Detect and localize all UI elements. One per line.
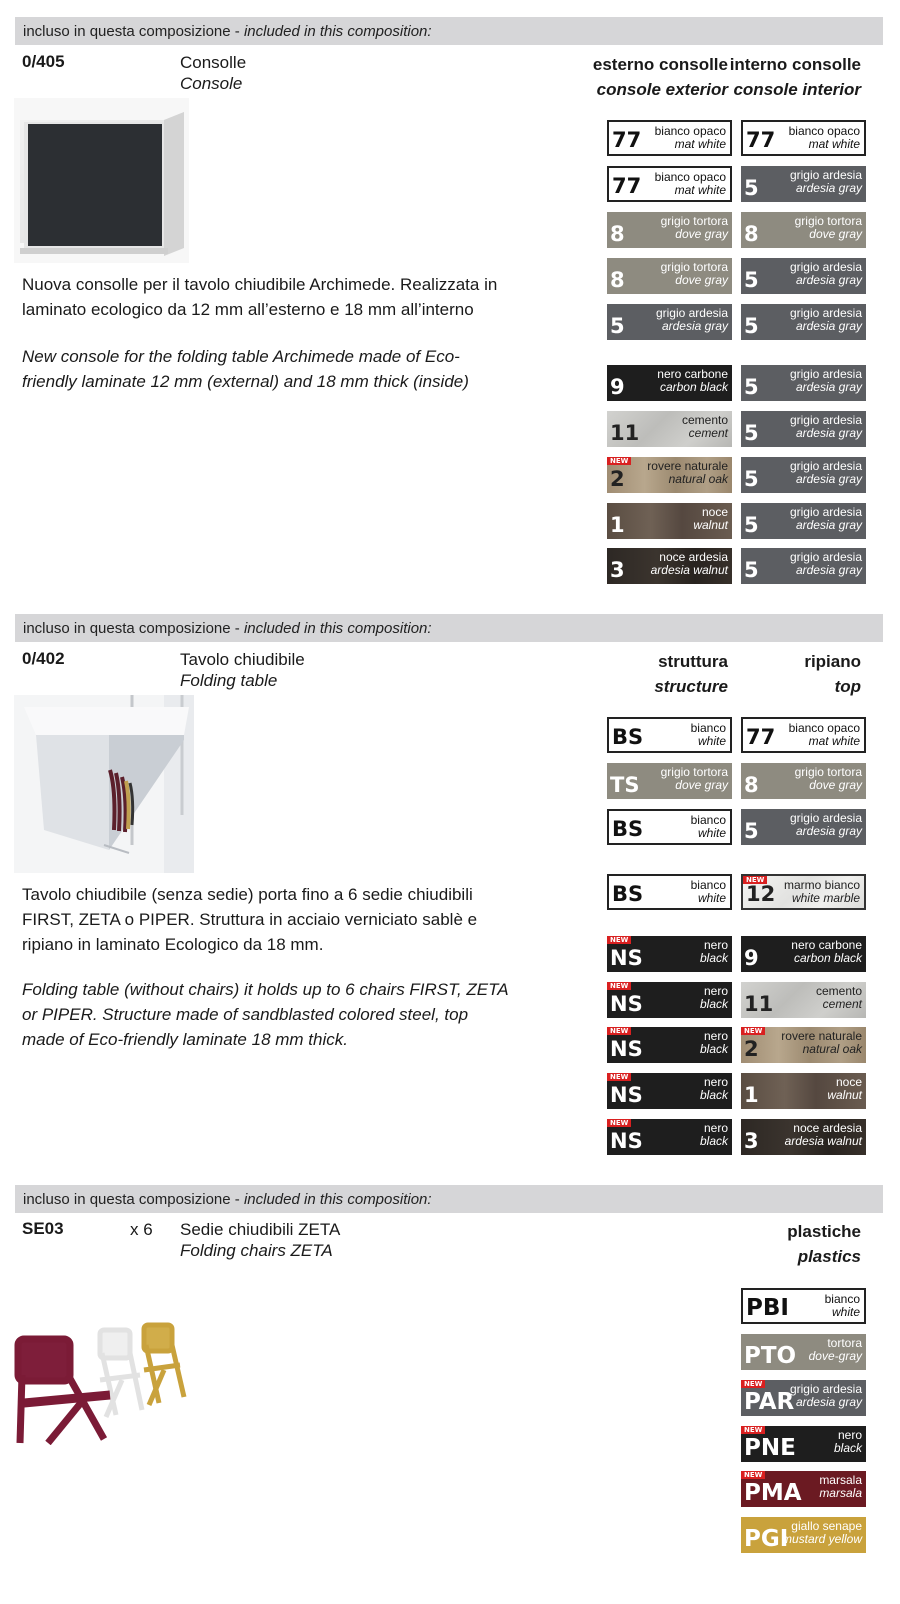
- finish-label: bianco white: [690, 813, 726, 840]
- finish-code: BS: [612, 882, 644, 906]
- finish-label: bianco white: [824, 1292, 860, 1319]
- finish-code: 5: [744, 314, 759, 338]
- finish-swatch[interactable]: [741, 809, 866, 845]
- finish-label: bianco opaco mat white: [654, 170, 726, 197]
- finish-code: NS: [610, 946, 643, 970]
- finish-swatch[interactable]: [741, 982, 866, 1018]
- band-label: incluso in questa composizione - included in this composition:: [23, 620, 432, 637]
- console-image: [14, 98, 189, 263]
- new-badge: NEW: [741, 1027, 765, 1035]
- finish-label: rovere naturale natural oak: [781, 1029, 862, 1056]
- finish-code: 1: [610, 513, 625, 537]
- finish-code: 1: [744, 1083, 759, 1107]
- finish-swatch[interactable]: [741, 936, 866, 972]
- finish-label: cemento cement: [681, 413, 728, 440]
- finish-swatch[interactable]: [741, 763, 866, 799]
- column-header-interior: interno consolle console interior: [729, 55, 861, 99]
- finish-swatch[interactable]: [607, 457, 732, 493]
- finish-swatch[interactable]: [741, 874, 866, 910]
- finish-swatch[interactable]: [607, 1027, 732, 1063]
- finish-code: PMA: [744, 1480, 802, 1506]
- finish-swatch[interactable]: [741, 457, 866, 493]
- finish-code: PAR: [744, 1389, 795, 1415]
- finish-swatch[interactable]: [607, 1073, 732, 1109]
- folding-chairs-image: [14, 1315, 194, 1445]
- finish-swatch[interactable]: [607, 212, 732, 248]
- finish-code: 5: [610, 314, 625, 338]
- finish-label: grigio tortora dove gray: [660, 214, 728, 241]
- new-badge: NEW: [741, 1380, 765, 1388]
- column-header-plastics: plastiche plastics: [787, 1222, 861, 1266]
- finish-code: PGI: [744, 1526, 789, 1552]
- finish-code: 5: [744, 819, 759, 843]
- finish-code: 5: [744, 513, 759, 537]
- column-header-exterior: esterno consolle console exterior: [592, 55, 728, 99]
- finish-label: marmo bianco white marble: [783, 878, 860, 905]
- finish-code: 5: [744, 467, 759, 491]
- new-badge: NEW: [607, 1027, 631, 1035]
- finish-label: rovere naturale natural oak: [647, 459, 728, 486]
- finish-swatch[interactable]: [607, 166, 732, 202]
- finish-label: grigio ardesia ardesia gray: [789, 168, 862, 195]
- new-badge: NEW: [607, 936, 631, 944]
- product-quantity: x 6: [130, 1220, 153, 1239]
- finish-swatch[interactable]: [741, 1073, 866, 1109]
- new-badge: NEW: [607, 982, 631, 990]
- finish-swatch[interactable]: [741, 166, 866, 202]
- new-badge: NEW: [607, 1073, 631, 1081]
- finish-swatch[interactable]: [607, 258, 732, 294]
- finish-swatch[interactable]: [741, 365, 866, 401]
- finish-label: noce ardesia ardesia walnut: [650, 550, 728, 577]
- finish-label: nero black: [699, 1121, 728, 1148]
- finish-swatch[interactable]: [741, 1426, 866, 1462]
- finish-label: grigio ardesia ardesia gray: [789, 1382, 862, 1409]
- finish-swatch[interactable]: [607, 763, 732, 799]
- finish-label: noce ardesia ardesia walnut: [784, 1121, 862, 1148]
- finish-label: nero carbone carbon black: [791, 938, 862, 965]
- finish-code: BS: [612, 817, 644, 841]
- finish-code: 5: [744, 558, 759, 582]
- finish-swatch[interactable]: [741, 1334, 866, 1370]
- finish-label: bianco opaco mat white: [654, 124, 726, 151]
- finish-swatch[interactable]: [741, 503, 866, 539]
- finish-label: grigio ardesia ardesia gray: [789, 306, 862, 333]
- finish-label: grigio ardesia ardesia gray: [789, 811, 862, 838]
- finish-code: NS: [610, 1129, 643, 1153]
- finish-label: noce walnut: [827, 1075, 862, 1102]
- finish-swatch[interactable]: [607, 874, 732, 910]
- finish-swatch[interactable]: [607, 304, 732, 340]
- product-code: SE03: [22, 1219, 64, 1238]
- finish-code: 9: [610, 375, 625, 399]
- finish-swatch[interactable]: [607, 411, 732, 447]
- finish-code: 12: [746, 882, 776, 906]
- finish-swatch[interactable]: [741, 1471, 866, 1507]
- finish-code: 77: [612, 174, 642, 198]
- description-it: Tavolo chiudibile (senza sedie) porta fino a 6 sedie chiudibili FIRST, ZETA o PIPER. Struttura in acciaio verniciato sablè e ripiano in laminato Ecologico da 18 mm.: [22, 885, 478, 954]
- folding-table-image: [14, 695, 194, 873]
- finish-label: grigio tortora dove gray: [794, 214, 862, 241]
- finish-label: bianco opaco mat white: [788, 721, 860, 748]
- included-band-2: [15, 614, 883, 642]
- finish-swatch[interactable]: [607, 365, 732, 401]
- product-code: 0/405: [22, 52, 65, 71]
- finish-code: TS: [610, 773, 640, 797]
- product-name: Consolle Console: [180, 53, 247, 93]
- finish-swatch[interactable]: [607, 717, 732, 753]
- finish-code: 5: [744, 268, 759, 292]
- finish-swatch[interactable]: [607, 548, 732, 584]
- finish-swatch[interactable]: [741, 304, 866, 340]
- description-it: Nuova consolle per il tavolo chiudibile Archimede. Realizzata in laminato ecologico da 12 mm all’esterno e 18 mm all’interno: [22, 275, 498, 319]
- product-name: Tavolo chiudibile Folding table: [180, 650, 305, 690]
- finish-code: 5: [744, 421, 759, 445]
- band-label: incluso in questa composizione - included in this composition:: [23, 23, 432, 40]
- finish-swatch[interactable]: [607, 809, 732, 845]
- finish-code: 5: [744, 375, 759, 399]
- finish-label: marsala marsala: [819, 1473, 862, 1500]
- finish-code: 11: [610, 421, 640, 445]
- finish-swatch[interactable]: [741, 1027, 866, 1063]
- finish-code: BS: [612, 725, 644, 749]
- finish-swatch[interactable]: [741, 411, 866, 447]
- finish-code: 77: [746, 725, 776, 749]
- finish-code: 8: [744, 773, 759, 797]
- band-label: incluso in questa composizione - included in this composition:: [23, 1191, 432, 1208]
- finish-code: PTO: [744, 1343, 797, 1369]
- finish-code: 8: [744, 222, 759, 246]
- finish-code: 77: [612, 128, 642, 152]
- finish-label: nero black: [833, 1428, 862, 1455]
- finish-swatch[interactable]: [741, 212, 866, 248]
- finish-code: 11: [744, 992, 774, 1016]
- finish-code: 9: [744, 946, 759, 970]
- finish-label: grigio tortora dove gray: [794, 765, 862, 792]
- finish-code: 2: [610, 467, 625, 491]
- finish-code: 2: [744, 1037, 759, 1061]
- finish-swatch[interactable]: [607, 503, 732, 539]
- finish-label: nero carbone carbon black: [657, 367, 728, 394]
- product-name: Sedie chiudibili ZETA Folding chairs ZETA: [180, 1220, 341, 1260]
- finish-label: grigio ardesia ardesia gray: [655, 306, 728, 333]
- finish-swatch[interactable]: [607, 982, 732, 1018]
- finish-label: bianco opaco mat white: [788, 124, 860, 151]
- finish-code: 8: [610, 222, 625, 246]
- finish-swatch[interactable]: [741, 258, 866, 294]
- finish-swatch[interactable]: [741, 717, 866, 753]
- new-badge: NEW: [741, 1426, 765, 1434]
- finish-code: PBI: [746, 1295, 789, 1321]
- new-badge: NEW: [741, 1471, 765, 1479]
- finish-code: NS: [610, 992, 643, 1016]
- finish-label: nero black: [699, 984, 728, 1011]
- finish-label: grigio ardesia ardesia gray: [789, 260, 862, 287]
- finish-label: nero black: [699, 938, 728, 965]
- finish-swatch[interactable]: [741, 120, 866, 156]
- finish-label: grigio ardesia ardesia gray: [789, 505, 862, 532]
- new-badge: NEW: [607, 1119, 631, 1127]
- finish-code: 8: [610, 268, 625, 292]
- finish-swatch[interactable]: [741, 1119, 866, 1155]
- finish-label: giallo senape mustard yellow: [781, 1519, 862, 1546]
- finish-swatch[interactable]: [741, 548, 866, 584]
- finish-code: NS: [610, 1037, 643, 1061]
- finish-label: noce walnut: [693, 505, 728, 532]
- finish-code: 3: [744, 1129, 759, 1153]
- new-badge: NEW: [607, 457, 631, 465]
- finish-label: bianco white: [690, 878, 726, 905]
- finish-label: bianco white: [690, 721, 726, 748]
- finish-label: cemento cement: [815, 984, 862, 1011]
- finish-swatch[interactable]: [607, 120, 732, 156]
- finish-swatch[interactable]: [607, 936, 732, 972]
- finish-label: grigio tortora dove gray: [660, 260, 728, 287]
- column-header-structure: struttura structure: [654, 652, 728, 696]
- finish-swatch[interactable]: [741, 1380, 866, 1416]
- finish-label: grigio ardesia ardesia gray: [789, 459, 862, 486]
- product-code: 0/402: [22, 649, 65, 668]
- description-en: Folding table (without chairs) it holds up to 6 chairs FIRST, ZETA or PIPER. Structure made of sandblasted colored steel, top made of Eco-friendly laminate 18 mm thick.: [22, 980, 508, 1049]
- finish-code: PNE: [744, 1435, 796, 1461]
- description-en: New console for the folding table Archimede made of Eco-friendly laminate 12 mm (external) and 18 mm thick (inside): [22, 347, 469, 391]
- finish-label: grigio ardesia ardesia gray: [789, 550, 862, 577]
- included-band-1: [15, 17, 883, 45]
- finish-code: 3: [610, 558, 625, 582]
- finish-label: nero black: [699, 1075, 728, 1102]
- included-band-3: [15, 1185, 883, 1213]
- finish-code: 5: [744, 176, 759, 200]
- finish-swatch[interactable]: [741, 1517, 866, 1553]
- finish-label: nero black: [699, 1029, 728, 1056]
- finish-swatch[interactable]: [607, 1119, 732, 1155]
- finish-label: grigio tortora dove gray: [660, 765, 728, 792]
- finish-code: 77: [746, 128, 776, 152]
- finish-code: NS: [610, 1083, 643, 1107]
- finish-label: grigio ardesia ardesia gray: [789, 413, 862, 440]
- new-badge: NEW: [743, 876, 767, 884]
- finish-label: tortora dove-gray: [808, 1336, 862, 1363]
- finish-swatch[interactable]: [741, 1288, 866, 1324]
- finish-label: grigio ardesia ardesia gray: [789, 367, 862, 394]
- column-header-top: ripiano top: [804, 652, 861, 696]
